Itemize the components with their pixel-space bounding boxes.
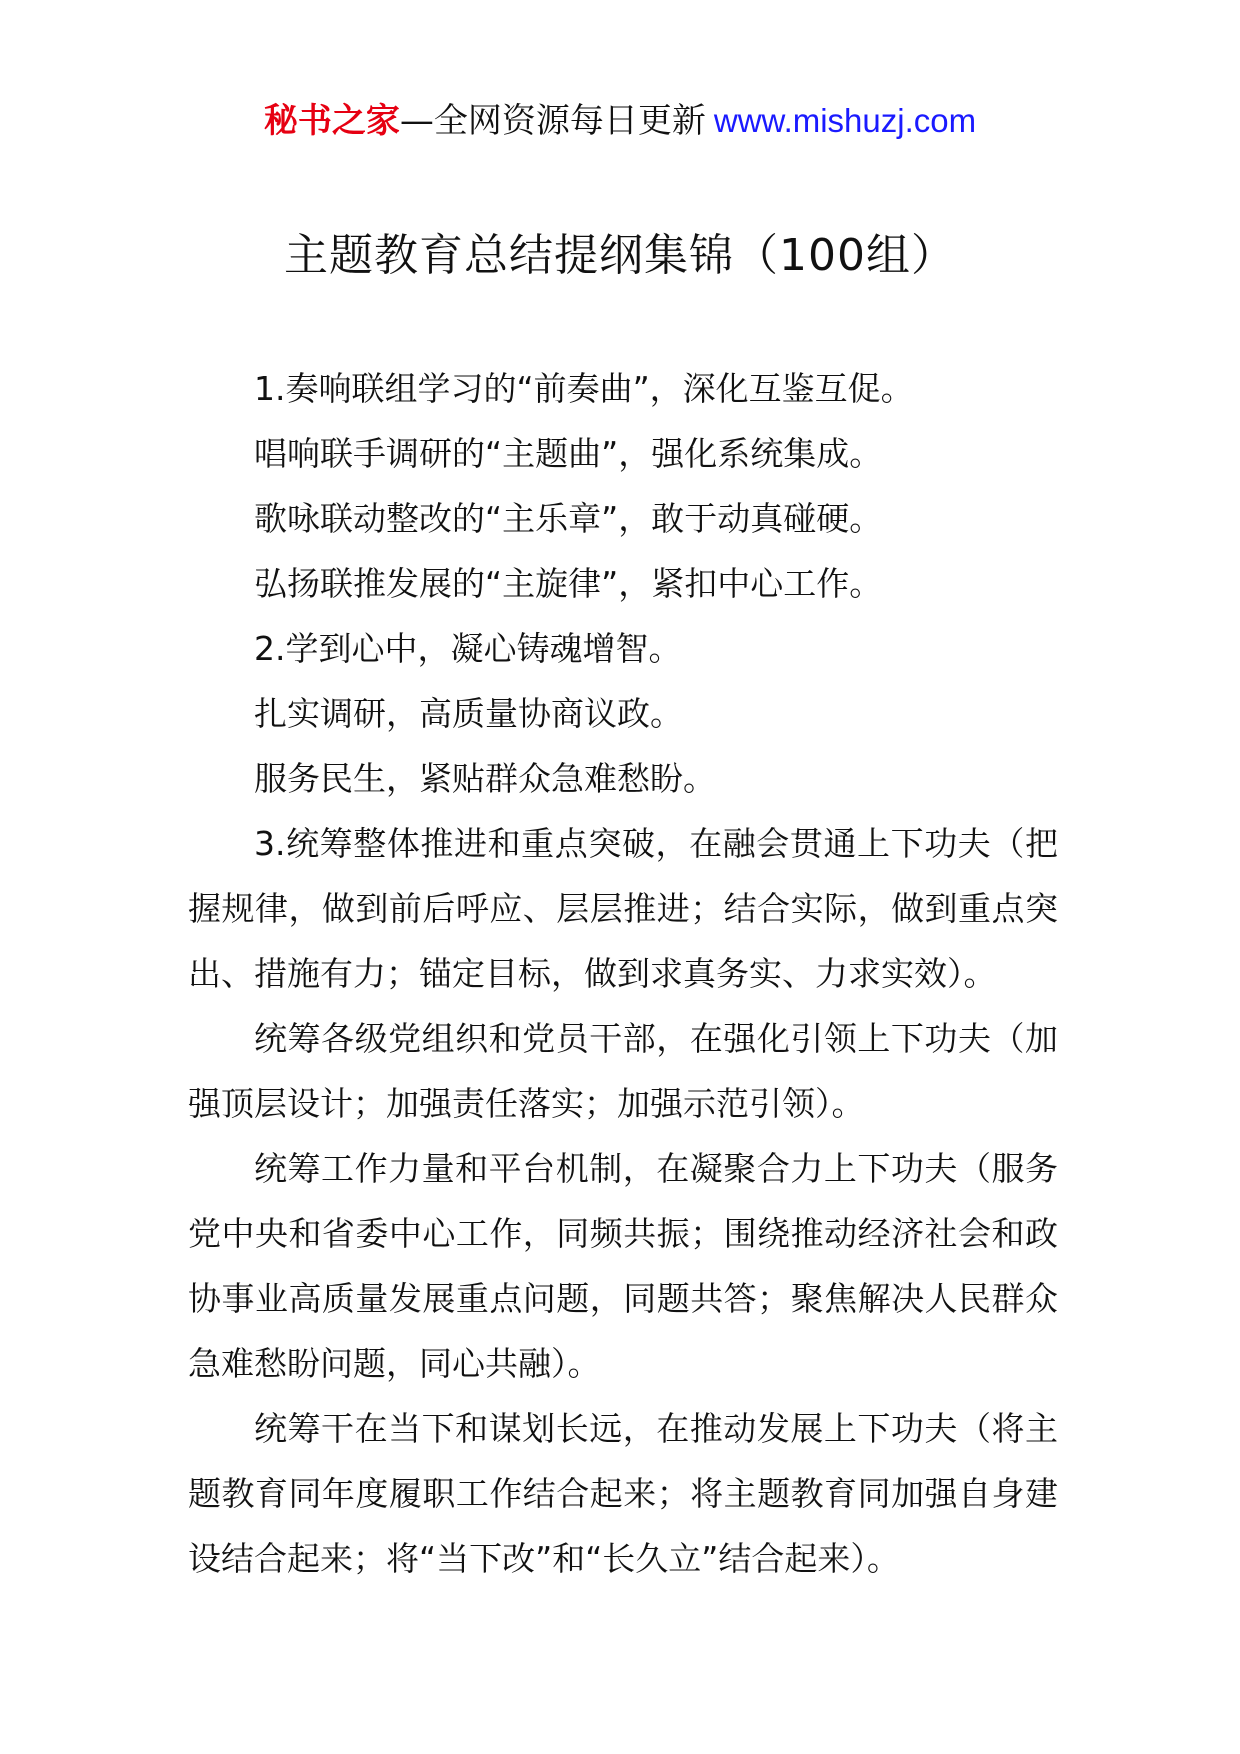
- header-tagline: —全网资源每日更新: [399, 101, 706, 141]
- paragraph: 服务民生，紧贴群众急难愁盼。: [254, 759, 716, 798]
- paragraph: 歌咏联动整改的“主乐章”，敢于动真碰硬。: [254, 499, 883, 538]
- paragraph: 2.学到心中，凝心铸魂增智。: [254, 629, 682, 668]
- paragraph: 扎实调研，高质量协商议政。: [254, 694, 683, 733]
- paragraph: 1.奏响联组学习的“前奏曲”，深化互鉴互促。: [254, 369, 914, 408]
- paragraph: 统筹干在当下和谋划长远，在推动发展上下功夫（将主题教育同年度履职工作结合起来；将主题教育同加强自身建设结合起来；将“当下改”和“长久立”结合起来）。: [188, 1409, 1058, 1578]
- paragraph: 统筹工作力量和平台机制，在凝聚合力上下功夫（服务党中央和省委中心工作，同频共振；围绕推动经济社会和政协事业高质量发展重点问题，同题共答；聚焦解决人民群众急难愁盼问题，同心共融）。: [188, 1149, 1058, 1383]
- paragraph: 弘扬联推发展的“主旋律”，紧扣中心工作。: [254, 564, 883, 603]
- paragraph: 唱响联手调研的“主题曲”，强化系统集成。: [254, 434, 883, 473]
- paragraph: 统筹各级党组织和党员干部，在强化引领上下功夫（加强顶层设计；加强责任落实；加强示范引领）。: [188, 1019, 1058, 1123]
- header-brand: 秘书之家: [263, 101, 400, 141]
- document-body: [188, 356, 1058, 1591]
- document-title: 主题教育总结提纲集锦（100组）: [284, 230, 956, 281]
- paragraph: 3.统筹整体推进和重点突破，在融会贯通上下功夫（把握规律，做到前后呼应、层层推进；结合实际，做到重点突出、措施有力；锚定目标，做到求真务实、力求实效）。: [188, 824, 1058, 993]
- header-site-link[interactable]: www.mishuzj.com: [713, 102, 977, 139]
- page-header: [0, 96, 1240, 146]
